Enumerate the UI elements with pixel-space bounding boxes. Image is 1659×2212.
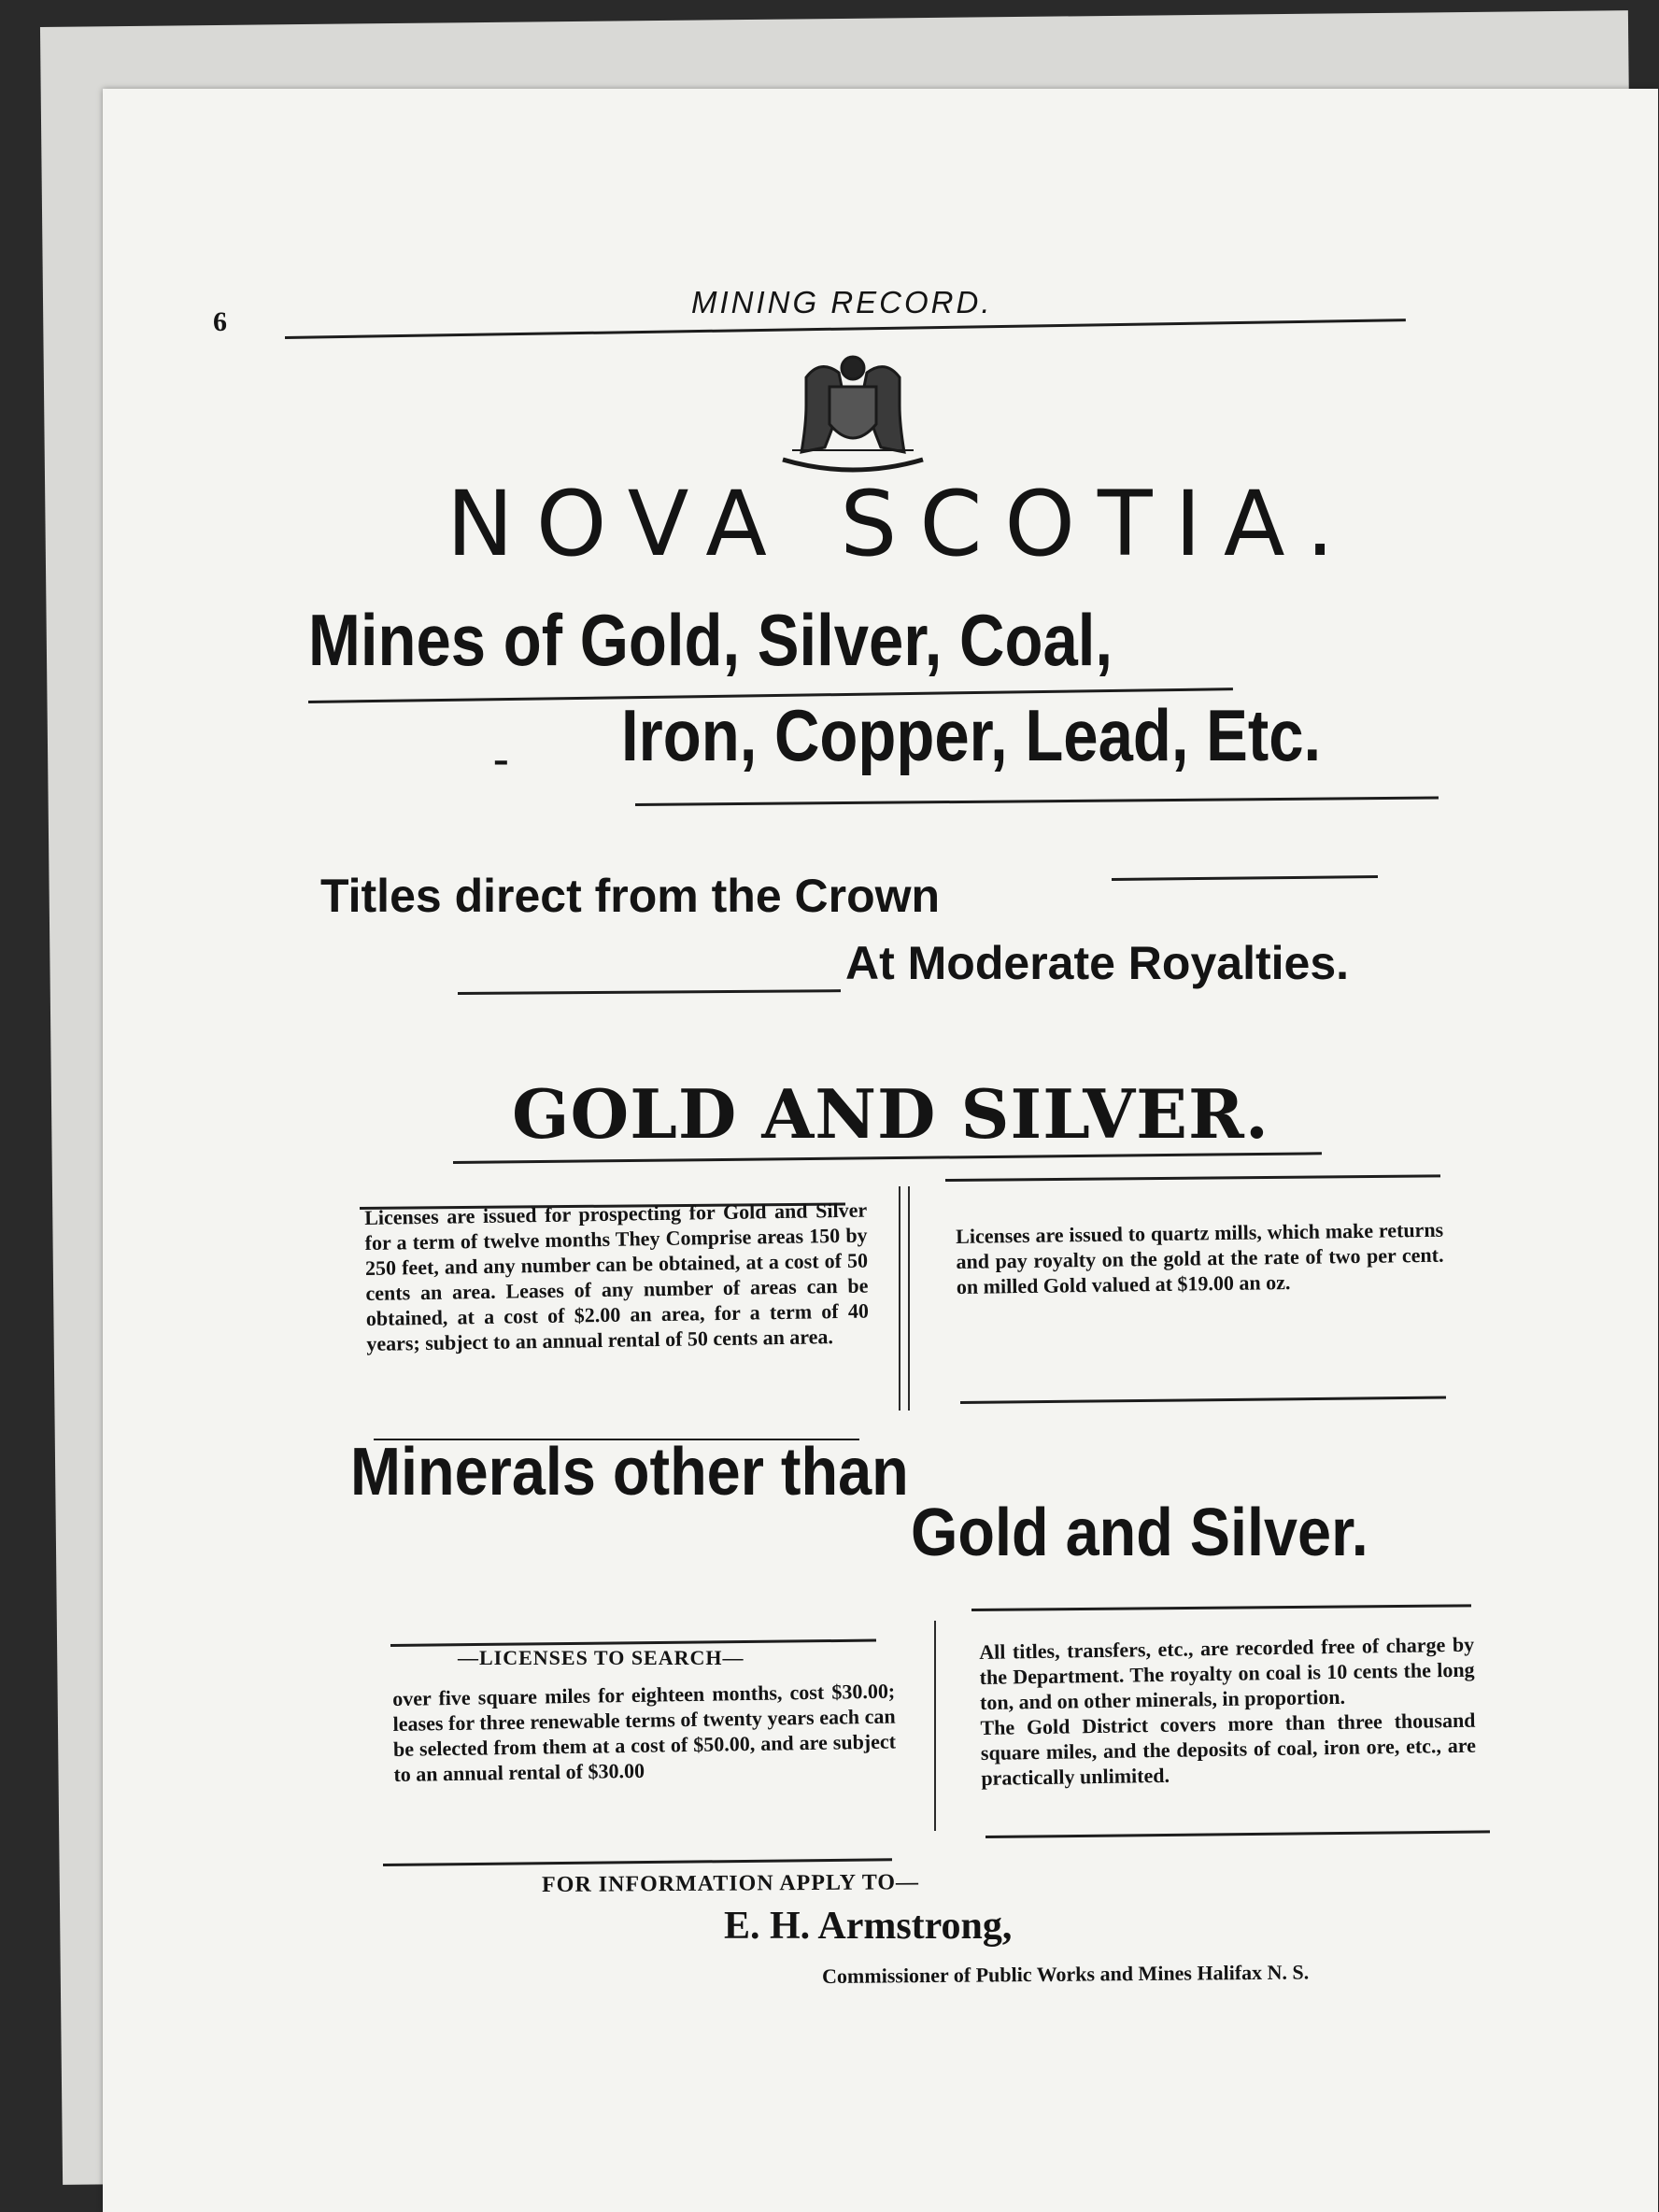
titles-line-2: At Moderate Royalties.: [845, 937, 1350, 989]
contact-name: E. H. Armstrong,: [724, 1905, 1013, 1948]
gold-silver-heading: GOLD AND SILVER.: [512, 1074, 1269, 1154]
min-column-divider: [934, 1621, 936, 1831]
page-number: 6: [213, 306, 227, 337]
minerals-heading-line-1: Minerals other than: [350, 1435, 909, 1510]
licenses-to-search-heading: —LICENSES TO SEARCH—: [458, 1646, 744, 1669]
contact-title: Commissioner of Public Works and Mines Halifax N. S.: [822, 1960, 1310, 1988]
gs-column-divider-2: [908, 1186, 910, 1411]
minerals-heading-line-2: Gold and Silver.: [911, 1496, 1368, 1570]
minerals-right-paragraph-1: All titles, transfers, etc., are recorded free of charge by the Department. The royalty on coal is 10 cents the long ton, and on other minerals, in proportion.: [979, 1632, 1475, 1714]
titles-line-1: Titles direct from the Crown: [320, 870, 941, 922]
minerals-right-paragraph-2: The Gold District covers more than three thousand square miles, and the deposits of coal, iron ore, etc., are practically unlimited.: [980, 1708, 1477, 1790]
subtitle-line-2: Iron, Copper, Lead, Etc.: [621, 694, 1322, 776]
minerals-left-text: over five square miles for eighteen months, cost $30.00; leases for three renewable terms of twenty years each can be selected from them at a cost of $50.00, and are subject to an annual rental of $30.00: [392, 1679, 897, 1786]
minerals-right-text: [979, 1632, 1476, 1791]
main-title: NOVA SCOTIA.: [447, 472, 1357, 576]
subtitle-line-1: Mines of Gold, Silver, Coal,: [308, 599, 1113, 681]
gold-silver-left-text: Licenses are issued for prospecting for Gold and Silver for a term of twelve months They Comprise areas 150 by 250 feet, and any number can be obtained, at a cost of 50 cents an area. Leases of any number of areas can be obtained, at a cost of $2.00 an area, for a term of 40 years; subject to an annual rental of 50 cents an area.: [364, 1198, 870, 1355]
royal-coat-of-arms-icon: [755, 349, 951, 480]
gs-column-divider: [899, 1186, 900, 1411]
masthead: MINING RECORD.: [691, 285, 993, 319]
subtitle-dash: -: [493, 731, 509, 784]
gold-silver-right-text: Licenses are issued to quartz mills, which make returns and pay royalty on the gold at the rate of two per cent. on milled Gold valued at $19.00 an oz.: [956, 1217, 1444, 1298]
apply-line: FOR INFORMATION APPLY TO—: [542, 1870, 920, 1897]
